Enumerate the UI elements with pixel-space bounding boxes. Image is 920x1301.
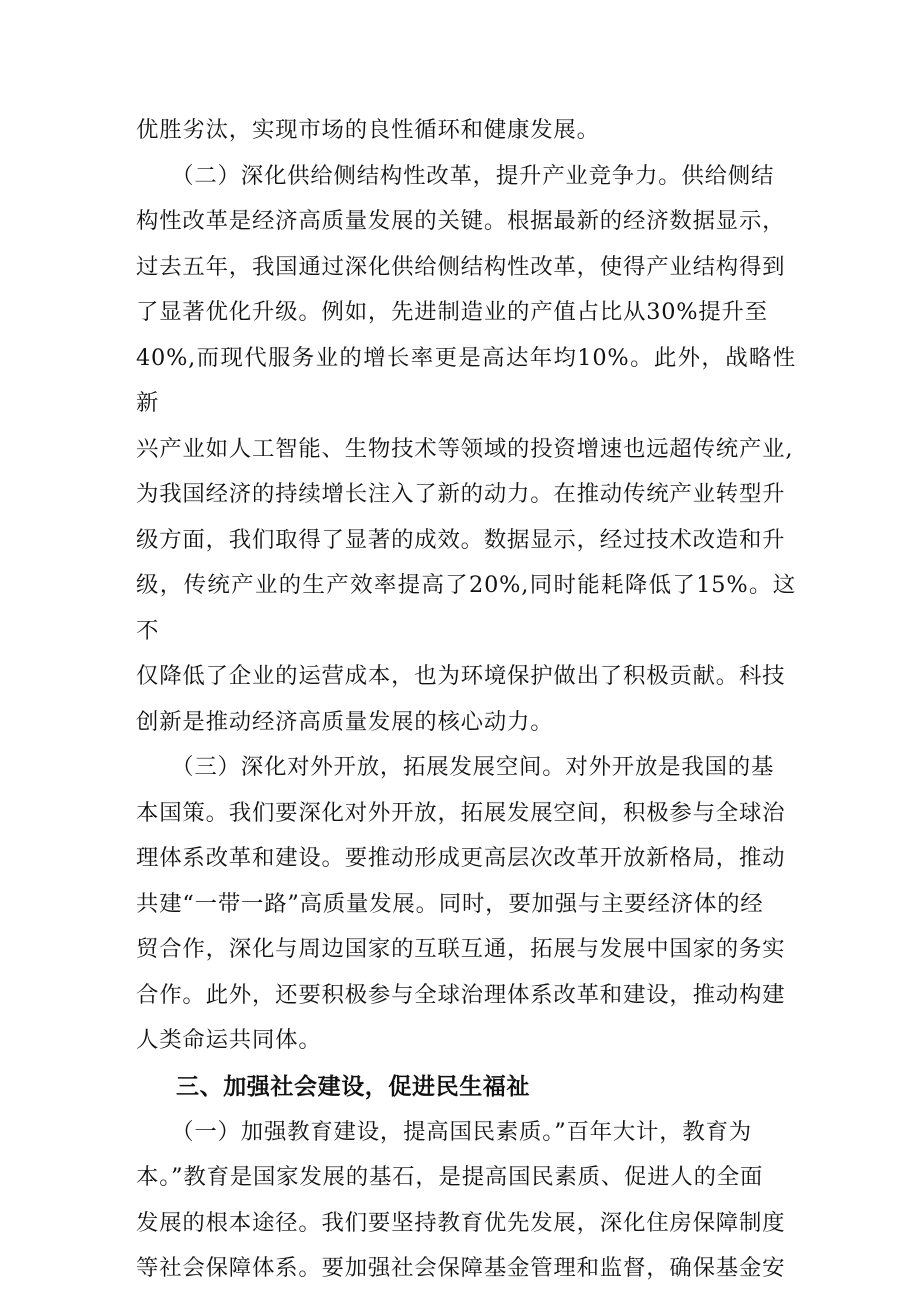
paragraph-supply-side-reform: （二）深化供给侧结构性改革，提升产业竞争力。供给侧结 构性改革是经济高质量发展的关键。根据最新的经济数据显示， 过去五年，我国通过深化供给侧结构性改革，使得产业结构得到 了显著优化升级。例如，先进制造业的产值占比从30%提升至 40%,而现代服务业的增长率更是高达年均10%。此外，战略性新 兴产业如人工智能、生物技术等领域的投资增速也远超传统产业, 为我国经济的持续增长注入了新的动力。在推动传统产业转型升 级方面，我们取得了显著的成效。数据显示，经过技术改造和升 级，传统产业的生产效率提高了20%,同时能耗降低了15%。这不 仅降低了企业的运营成本，也为环境保护做出了积极贡献。科技 创新是推动经济高质量发展的核心动力。 <box>136 162 796 735</box>
paragraph-market-continuation: 优胜劣汰，实现市场的良性循环和健康发展。 <box>136 117 600 143</box>
paragraph-education: （一）加强教育建设，提高国民素质。”百年大计，教育为 本。”教育是国家发展的基石，是提高国民素质、促进人的全面 发展的根本途径。我们要坚持教育优先发展，深化住房保障制度 等社会保障体系。要加强社会保障基金管理和监督，确保基金安 <box>136 1118 786 1281</box>
paragraph-opening-up: （三）深化对外开放，拓展发展空间。对外开放是我国的基 本国策。我们要深化对外开放，拓展发展空间，积极参与全球治 理体系改革和建设。要推动形成更高层次改革开放新格局，推动 共建“一带一路”高质量发展。同时，要加强与主要经济体的经 贸合作，深化与周边国家的互联互通，拓展与发展中国家的务实 合作。此外，还要积极参与全球治理体系改革和建设，推动构建 人类命运共同体。 <box>136 754 786 1053</box>
section-heading-social-construction: 三、加强社会建设，促进民生福祉 <box>176 1073 530 1100</box>
document-body <box>136 108 796 1292</box>
